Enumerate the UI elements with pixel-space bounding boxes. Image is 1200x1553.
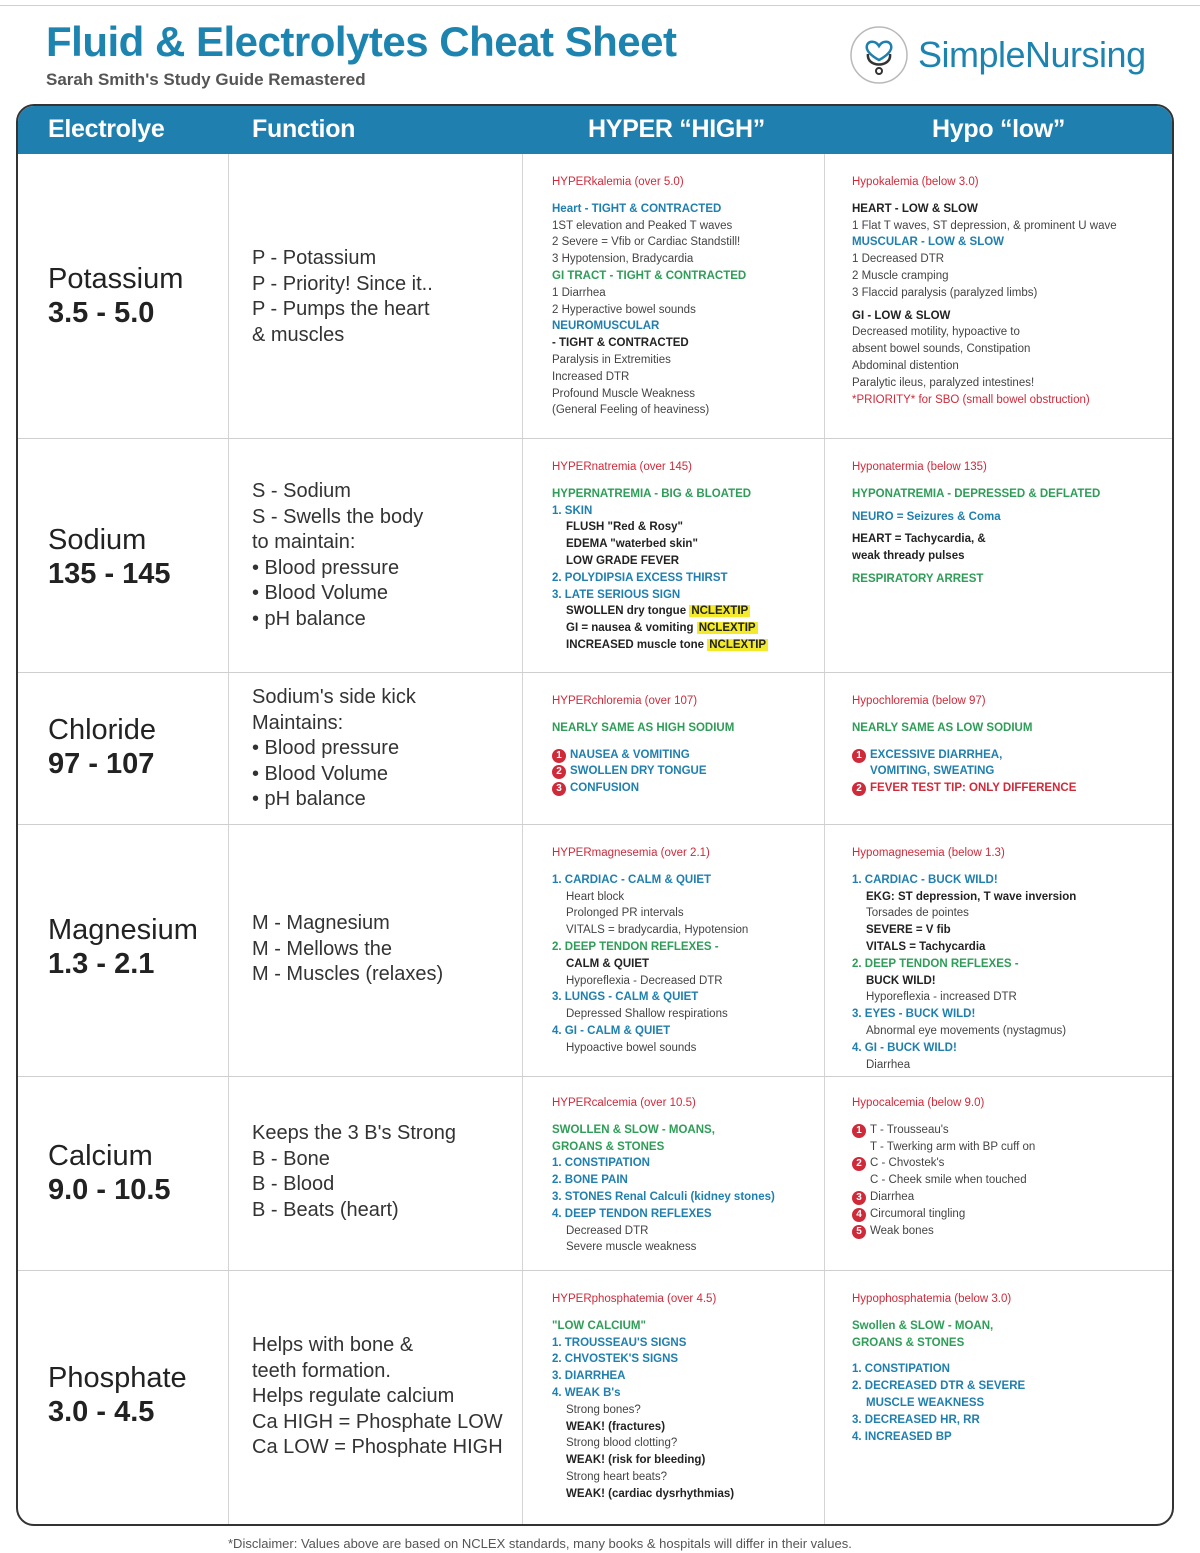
hypo-cell: [852, 174, 1170, 408]
number-badge: 2: [852, 1157, 866, 1171]
function-line: • Blood pressure: [252, 556, 400, 579]
hypo-line: 3 Flaccid paralysis (paralyzed limbs): [852, 286, 1038, 299]
number-badge: 1: [852, 749, 866, 763]
hyper-line: GI = nausea & vomiting: [566, 622, 694, 635]
hyper-line: 4. DEEP TENDON REFLEXES: [552, 1207, 712, 1220]
electrolyte-name: Calcium: [48, 1140, 153, 1172]
header-function: Function: [252, 115, 356, 143]
hyper-line: 2. POLYDIPSIA EXCESS THIRST: [552, 571, 728, 584]
hyper-line: Decreased DTR: [566, 1224, 649, 1237]
number-badge: 2: [552, 765, 566, 779]
electrolyte-range: 97 - 107: [48, 748, 155, 780]
hyper-line: 1. SKIN: [552, 504, 593, 517]
hyper-line: GI TRACT - TIGHT & CONTRACTED: [552, 269, 747, 282]
hyper-title: HYPERnatremia (over 145): [552, 461, 692, 473]
electrolyte-cell: [48, 1361, 187, 1429]
function-line: S - Swells the body: [252, 505, 424, 528]
function-line: • pH balance: [252, 788, 366, 810]
hyper-line: 4. GI - CALM & QUIET: [552, 1024, 671, 1037]
hypo-title: Hypomagnesemia (below 1.3): [852, 847, 1005, 859]
hypo-line: C - Cheek smile when touched: [870, 1174, 1027, 1187]
function-line: Ca LOW = Phosphate HIGH: [252, 1436, 503, 1458]
hyper-line: HYPERNATREMIA - BIG & BLOATED: [552, 487, 752, 500]
hyper-line: - TIGHT & CONTRACTED: [552, 337, 689, 350]
function-line: • Blood pressure: [252, 737, 400, 759]
function-line: & muscles: [252, 323, 345, 346]
hypo-line: EXCESSIVE DIARRHEA,: [870, 748, 1003, 761]
function-line: Helps with bone &: [252, 1334, 414, 1356]
hypo-line: FEVER TEST TIP: ONLY DIFFERENCE: [870, 782, 1077, 795]
hyper-line: Increased DTR: [552, 370, 630, 383]
function-cell: [252, 1333, 520, 1461]
hypo-title: Hypokalemia (below 3.0): [852, 176, 979, 188]
hypo-line: T - Twerking arm with BP cuff on: [870, 1140, 1036, 1153]
hyper-line: NEARLY SAME AS HIGH SODIUM: [552, 721, 735, 734]
hypo-line: 1. CONSTIPATION: [852, 1363, 950, 1376]
hyper-line: 3. STONES Renal Calculi (kidney stones): [552, 1190, 775, 1203]
hypo-cell: [852, 459, 1170, 588]
hyper-line: CONFUSION: [570, 782, 639, 795]
electrolyte-cell: [48, 913, 198, 981]
table-header: [18, 106, 1172, 154]
hypo-line: MUSCLE WEAKNESS: [866, 1396, 985, 1409]
hyper-cell: [552, 1095, 832, 1256]
hyper-line: VITALS = bradycardia, Hypotension: [566, 924, 749, 937]
electrolyte-range: 9.0 - 10.5: [48, 1174, 171, 1206]
cheat-sheet-table: [16, 104, 1174, 1526]
hyper-title: HYPERchloremia (over 107): [552, 695, 698, 707]
hypo-line: RESPIRATORY ARREST: [852, 572, 984, 585]
hypo-line: 4. INCREASED BP: [852, 1430, 952, 1443]
hypo-line: SEVERE = V fib: [866, 924, 951, 937]
hypo-line: Abdominal distention: [852, 359, 959, 372]
hypo-line: Circumoral tingling: [870, 1207, 966, 1220]
hypo-line: Diarrhea: [866, 1058, 911, 1071]
nclex-tip-badge: NCLEXTIP: [698, 622, 756, 635]
hypo-line: C - Chvostek's: [870, 1157, 945, 1170]
electrolyte-cell: [48, 523, 171, 591]
hyper-line: Severe muscle weakness: [566, 1241, 697, 1254]
hyper-line: 2. DEEP TENDON REFLEXES -: [552, 940, 719, 953]
hyper-line: 3. DIARRHEA: [552, 1370, 626, 1383]
hyper-cell: [552, 693, 832, 797]
electrolyte-range: 135 - 145: [48, 558, 171, 590]
top-divider: [0, 5, 1200, 6]
hyper-line: NAUSEA & VOMITING: [570, 748, 690, 761]
hyper-line: (General Feeling of heaviness): [552, 404, 710, 417]
hypo-line: NEARLY SAME AS LOW SODIUM: [852, 721, 1033, 734]
hyper-line: SWOLLEN & SLOW - MOANS,: [552, 1123, 715, 1136]
function-line: S - Sodium: [252, 480, 351, 502]
brand-name: SimpleNursing: [918, 34, 1146, 75]
hypo-line: Swollen & SLOW - MOAN,: [852, 1319, 994, 1332]
hyper-line: SWOLLEN dry tongue: [566, 605, 687, 618]
electrolyte-range: 3.5 - 5.0: [48, 297, 155, 329]
function-line: • Blood Volume: [252, 582, 388, 604]
hypo-line: 4. GI - BUCK WILD!: [852, 1041, 957, 1054]
hypo-line: BUCK WILD!: [866, 974, 936, 987]
function-line: Keeps the 3 B's Strong: [252, 1122, 456, 1144]
page-subtitle: Sarah Smith's Study Guide Remastered: [46, 70, 366, 89]
hyper-line: FLUSH "Red & Rosy": [566, 521, 683, 534]
number-badge: 3: [552, 782, 566, 796]
hypo-line: absent bowel sounds, Constipation: [852, 343, 1031, 356]
hyper-line: Hypoactive bowel sounds: [566, 1041, 697, 1054]
number-badge: 1: [552, 749, 566, 763]
hypo-title: Hypocalcemia (below 9.0): [852, 1097, 985, 1109]
nclex-tip-badge: NCLEXTIP: [709, 638, 767, 651]
hypo-line: Weak bones: [870, 1224, 934, 1237]
hyper-title: HYPERmagnesemia (over 2.1): [552, 847, 710, 859]
hyper-cell: [552, 1291, 832, 1503]
hypo-line: *PRIORITY* for SBO (small bowel obstruction): [852, 393, 1090, 406]
hyper-line: Depressed Shallow respirations: [566, 1008, 728, 1021]
hypo-line: VOMITING, SWEATING: [870, 765, 995, 778]
brand-logo: [848, 24, 1158, 88]
hypo-line: weak thready pulses: [852, 550, 965, 563]
row-phosphate: [18, 1271, 1172, 1526]
hypo-line: 3. DECREASED HR, RR: [852, 1413, 980, 1426]
hyper-cell: [552, 459, 832, 654]
function-line: to maintain:: [252, 531, 356, 553]
disclaimer: *Disclaimer: Values above are based on NCLEX standards, many books & hospitals will differ in their values.: [228, 1536, 852, 1551]
hyper-line: 2 Hyperactive bowel sounds: [552, 303, 696, 316]
row-calcium: [18, 1077, 1172, 1270]
function-cell: [252, 911, 520, 988]
function-line: Sodium's side kick: [252, 686, 416, 708]
hypo-title: Hypochloremia (below 97): [852, 695, 986, 707]
hyper-line: CALM & QUIET: [566, 957, 650, 970]
hypo-line: GROANS & STONES: [852, 1336, 965, 1349]
hypo-line: Hyporeflexia - increased DTR: [866, 991, 1017, 1004]
hypo-line: HYPONATREMIA - DEPRESSED & DEFLATED: [852, 487, 1101, 500]
hyper-line: 2. CHVOSTEK'S SIGNS: [552, 1353, 679, 1366]
hypo-cell: [852, 1095, 1170, 1239]
function-line: • pH balance: [252, 607, 366, 630]
hyper-title: HYPERphosphatemia (over 4.5): [552, 1293, 717, 1305]
hypo-line: Torsades de pointes: [866, 907, 969, 920]
function-line: B - Bone: [252, 1147, 330, 1170]
hyper-line: WEAK! (risk for bleeding): [566, 1454, 706, 1467]
hypo-title: Hypophosphatemia (below 3.0): [852, 1293, 1012, 1305]
electrolyte-range: 3.0 - 4.5: [48, 1396, 155, 1428]
hypo-line: MUSCULAR - LOW & SLOW: [852, 236, 1005, 249]
function-line: B - Beats (heart): [252, 1198, 399, 1221]
function-line: B - Blood: [252, 1173, 335, 1195]
hyper-line: 3 Hypotension, Bradycardia: [552, 253, 694, 266]
row-chloride: [18, 673, 1172, 824]
hypo-line: Diarrhea: [870, 1190, 915, 1203]
hypo-line: HEART - LOW & SLOW: [852, 202, 978, 215]
function-line: P - Potassium: [252, 247, 377, 269]
function-line: Ca HIGH = Phosphate LOW: [252, 1410, 503, 1433]
hyper-line: Paralysis in Extremities: [552, 353, 671, 366]
hyper-line: 1. TROUSSEAU'S SIGNS: [552, 1336, 687, 1349]
electrolyte-cell: [48, 1139, 171, 1207]
function-line: M - Mellows the: [252, 937, 393, 960]
number-badge: 4: [852, 1208, 866, 1222]
hypo-line: 2. DEEP TENDON REFLEXES -: [852, 957, 1019, 970]
function-line: Helps regulate calcium: [252, 1385, 455, 1407]
function-line: Maintains:: [252, 711, 344, 734]
hyper-line: INCREASED muscle tone: [566, 638, 705, 651]
function-cell: [252, 246, 520, 348]
hypo-line: 3. EYES - BUCK WILD!: [852, 1008, 976, 1021]
hyper-line: LOW GRADE FEVER: [566, 554, 680, 567]
number-badge: 3: [852, 1191, 866, 1205]
hypo-line: 2 Muscle cramping: [852, 269, 949, 282]
electrolyte-name: Phosphate: [48, 1362, 187, 1394]
hyper-line: 2 Severe = Vfib or Cardiac Standstill!: [552, 236, 741, 249]
hyper-line: WEAK! (fractures): [566, 1420, 666, 1433]
electrolyte-name: Potassium: [48, 263, 184, 295]
hyper-line: 1ST elevation and Peaked T waves: [552, 219, 733, 232]
function-cell: [252, 1121, 520, 1223]
hyper-line: GROANS & STONES: [552, 1140, 665, 1153]
hyper-line: SWOLLEN DRY TONGUE: [570, 765, 707, 778]
hyper-line: Hyporeflexia - Decreased DTR: [566, 974, 723, 987]
function-cell: [252, 685, 520, 813]
hypo-line: 1 Flat T waves, ST depression, & prominent U wave: [852, 219, 1117, 232]
hypo-line: 1. CARDIAC - BUCK WILD!: [852, 873, 998, 886]
hyper-line: Strong bones?: [566, 1403, 641, 1416]
hyper-line: EDEMA "waterbed skin": [566, 538, 698, 551]
hypo-line: 2. DECREASED DTR & SEVERE: [852, 1380, 1026, 1393]
electrolyte-range: 1.3 - 2.1: [48, 948, 155, 980]
hyper-title: HYPERkalemia (over 5.0): [552, 176, 684, 188]
electrolyte-name: Magnesium: [48, 914, 198, 946]
nclex-tip-badge: NCLEXTIP: [691, 605, 749, 618]
function-line: P - Pumps the heart: [252, 298, 430, 320]
hyper-line: Strong heart beats?: [566, 1470, 668, 1483]
hyper-line: NEUROMUSCULAR: [552, 320, 660, 333]
hypo-line: NEURO = Seizures & Coma: [852, 510, 1001, 523]
function-line: teeth formation.: [252, 1359, 391, 1382]
function-line: M - Muscles (relaxes): [252, 963, 444, 985]
stethoscope-heart-icon: [848, 24, 910, 86]
hyper-line: 4. WEAK B's: [552, 1386, 621, 1399]
hypo-line: Abnormal eye movements (nystagmus): [866, 1024, 1067, 1037]
hyper-line: 1 Diarrhea: [552, 286, 606, 299]
hypo-line: T - Trousseau's: [870, 1123, 949, 1136]
electrolyte-cell: [48, 262, 183, 330]
header-hyper: HYPER “HIGH”: [588, 115, 765, 143]
function-line: • Blood Volume: [252, 762, 388, 785]
hyper-line: 3. LUNGS - CALM & QUIET: [552, 991, 699, 1004]
number-badge: 1: [852, 1124, 866, 1138]
electrolyte-cell: [48, 713, 156, 781]
hypo-cell: [852, 1291, 1170, 1445]
hyper-line: 3. LATE SERIOUS SIGN: [552, 588, 681, 601]
hypo-line: HEART = Tachycardia, &: [852, 533, 986, 546]
hyper-cell: [552, 174, 832, 419]
page-title: Fluid & Electrolytes Cheat Sheet: [46, 18, 677, 65]
hyper-line: WEAK! (cardiac dysrhythmias): [566, 1487, 735, 1500]
electrolyte-name: Chloride: [48, 714, 156, 746]
hypo-title: Hyponatermia (below 135): [852, 461, 987, 473]
hyper-line: 1. CONSTIPATION: [552, 1157, 650, 1170]
function-line: P - Priority! Since it..: [252, 272, 433, 295]
hyper-line: Heart block: [566, 890, 625, 903]
number-badge: 2: [852, 782, 866, 796]
hyper-line: "LOW CALCIUM": [552, 1319, 646, 1332]
hyper-line: Strong blood clotting?: [566, 1437, 678, 1450]
row-sodium: [18, 439, 1172, 672]
header-hypo: Hypo “low”: [932, 115, 1066, 143]
row-potassium: [18, 154, 1172, 438]
hypo-line: GI - LOW & SLOW: [852, 309, 951, 322]
hypo-cell: [852, 693, 1170, 797]
number-badge: 5: [852, 1225, 866, 1239]
hypo-line: Paralytic ileus, paralyzed intestines!: [852, 376, 1035, 389]
function-cell: [252, 479, 520, 632]
hypo-cell: [852, 845, 1170, 1073]
row-magnesium: [18, 825, 1172, 1076]
hyper-line: 2. BONE PAIN: [552, 1174, 628, 1187]
hyper-line: Prolonged PR intervals: [566, 907, 684, 920]
header-electrolyte: Electrolye: [48, 115, 165, 143]
electrolyte-name: Sodium: [48, 524, 147, 556]
hyper-line: Profound Muscle Weakness: [552, 387, 695, 400]
hypo-line: Decreased motility, hypoactive to: [852, 326, 1020, 339]
hypo-line: EKG: ST depression, T wave inversion: [866, 890, 1077, 903]
hypo-line: 1 Decreased DTR: [852, 253, 945, 266]
hypo-line: VITALS = Tachycardia: [866, 940, 986, 953]
hyper-title: HYPERcalcemia (over 10.5): [552, 1097, 696, 1109]
function-line: M - Magnesium: [252, 912, 390, 934]
hyper-cell: [552, 845, 832, 1057]
hyper-line: 1. CARDIAC - CALM & QUIET: [552, 873, 712, 886]
hyper-line: Heart - TIGHT & CONTRACTED: [552, 202, 722, 215]
